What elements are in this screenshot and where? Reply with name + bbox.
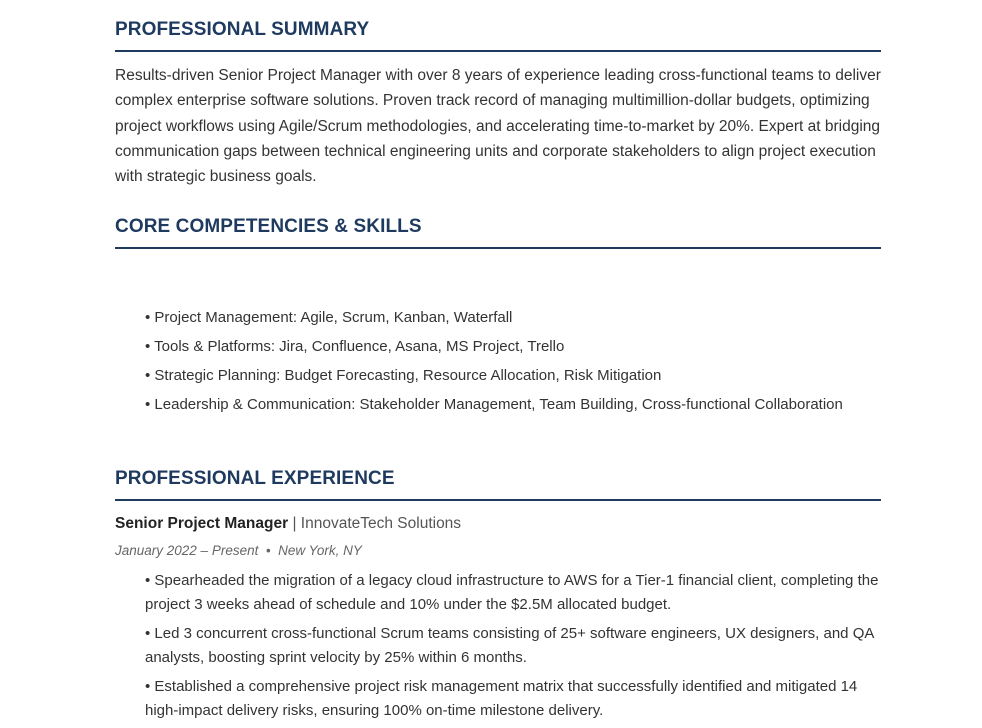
job-bullets [145,569,885,728]
summary-section [115,18,881,52]
list-item: • Leadership & Communication: Stakeholder Management, Team Building, Cross-functional Collaboration [145,396,843,413]
list-item: • Project Management: Agile, Scrum, Kanban, Waterfall [145,309,513,326]
list-item: • Tools & Platforms: Jira, Confluence, Asana, MS Project, Trello [145,338,565,355]
job-dates: January 2022 – Present [115,543,259,558]
list-item: • Led 3 concurrent cross-functional Scrum teams consisting of 25+ software engineers, UX designers, and QA analysts, boosting sprint velocity by 25% within 6 months. [145,625,874,666]
summary-text: Results-driven Senior Project Manager with over 8 years of experience leading cross-functional teams to deliver complex enterprise software solutions. Proven track record of managing multimillion-dollar budgets, optimizing project workflows using Agile/Scrum methodologies, and accelerating time-to-market by 20%. Expert at bridging communication gaps between technical engineering units and corporate stakeholders to align project execution with strategic business goals. [115,67,881,186]
experience-heading: PROFESSIONAL EXPERIENCE [115,467,881,501]
list-item: • Established a comprehensive project risk management matrix that successfully identified and mitigated 14 high-impact delivery risks, ensuring 100% on-time milestone delivery. [145,678,858,719]
skills-list [145,306,885,422]
skills-section [115,215,881,249]
list-item: • Strategic Planning: Budget Forecasting, Resource Allocation, Risk Mitigation [145,367,662,384]
job-location: New York, NY [278,543,362,558]
job-title: Senior Project Manager [115,515,289,532]
job-company: InnovateTech Solutions [300,515,462,532]
job-header [115,512,461,536]
list-item: • Spearheaded the migration of a legacy cloud infrastructure to AWS for a Tier-1 financial client, completing the project 3 weeks ahead of schedule and 10% under the $2.5M allocated budget. [145,572,879,613]
job-meta [115,540,362,562]
job-separator: | [288,515,301,532]
experience-section [115,467,881,501]
summary-heading: PROFESSIONAL SUMMARY [115,18,881,52]
skills-heading: CORE COMPETENCIES & SKILLS [115,215,881,249]
job-meta-separator: • [258,543,279,558]
